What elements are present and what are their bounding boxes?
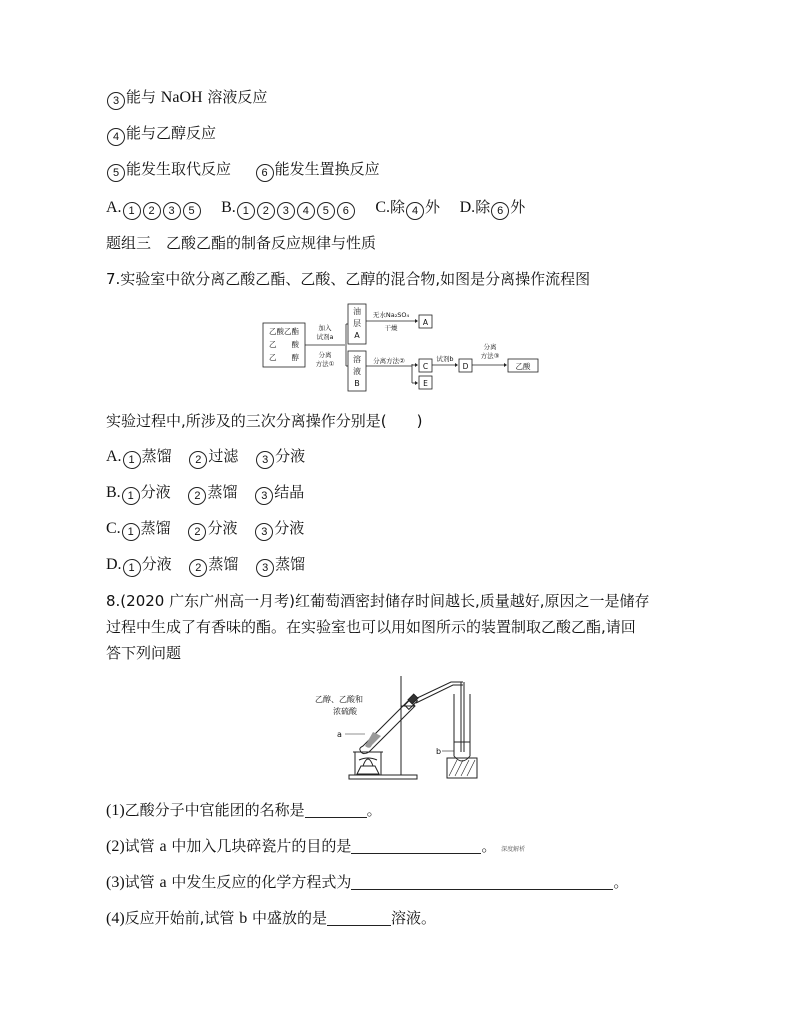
q7-question: 实验过程中,所涉及的三次分离操作分别是( ) xyxy=(106,412,423,430)
depth-analysis-note: 深度解析 xyxy=(501,846,526,853)
section-title: 题组三 乙酸乙酯的制备反应规律与性质 xyxy=(106,234,377,252)
flow-box-C: C xyxy=(422,362,429,371)
q6-item-4: 4 能与乙醇反应 xyxy=(106,122,216,146)
q7-flow-diagram xyxy=(262,302,542,394)
flow-oil-A: A xyxy=(354,331,360,340)
flow-sol-B: B xyxy=(354,379,360,388)
flow-method2: 分离方法② xyxy=(373,357,405,365)
apparatus-label-acid: 浓硫酸 xyxy=(333,707,357,716)
flow-oil-2: 层 xyxy=(353,319,361,328)
flow-sol-2: 液 xyxy=(353,367,361,376)
q6-item-5-6: 5 能发生取代反应 6 能发生置换反应 xyxy=(106,158,380,182)
q7-option-A: A. 1 蒸馏 2 过滤 3 分液 xyxy=(106,445,305,469)
flow-dry-agent: 无水Na₂SO₄ xyxy=(372,311,410,319)
answer-blank[interactable] xyxy=(351,875,613,890)
flow-box-A: A xyxy=(422,318,429,327)
flow-sol-1: 溶 xyxy=(353,355,361,364)
flow-box-E: E xyxy=(423,379,428,388)
q7-option-B: B. 1 分液 2 蒸馏 3 结晶 xyxy=(106,481,304,505)
q7-option-D: D. 1 分液 2 蒸馏 3 蒸馏 xyxy=(106,553,305,577)
q8-sub4: (4)反应开始前,试管 b 中盛放的是 溶液。 xyxy=(106,909,436,927)
q7-stem: 7.实验室中欲分离乙酸乙酯、乙酸、乙醇的混合物,如图是分离操作流程图 xyxy=(106,270,591,288)
q8-stem-line3: 答下列问题 xyxy=(106,644,182,662)
circled-num: 3 xyxy=(107,92,125,110)
flow-add-label: 加入 xyxy=(318,324,332,332)
q8-stem-line2: 过程中生成了有香味的酯。在实验室也可以用如图所示的装置制取乙酸乙酯,请回 xyxy=(106,618,636,636)
q8-apparatus-diagram xyxy=(315,672,505,784)
flow-method1-top: 分离 xyxy=(318,351,332,359)
q8-sub3: (3)试管 a 中发生反应的化学方程式为 。 xyxy=(106,873,629,891)
flow-method1: 方法① xyxy=(315,360,335,368)
apparatus-label-reagents: 乙醇、乙酸和 xyxy=(315,695,363,704)
q8-sub1: (1)乙酸分子中官能团的名称是 。 xyxy=(106,801,382,819)
flow-mix-acid: 乙 酸 xyxy=(269,340,299,349)
flow-box-D: D xyxy=(462,362,469,371)
circled-num: 4 xyxy=(107,128,125,146)
flow-dry: 干燥 xyxy=(384,324,398,332)
answer-blank[interactable] xyxy=(327,911,391,926)
flow-method3-top: 分离 xyxy=(483,343,497,351)
apparatus-label-a: a xyxy=(337,730,342,739)
circled-num: 5 xyxy=(107,164,125,182)
answer-blank[interactable] xyxy=(305,803,367,818)
q8-stem-line1: 8.(2020 广东广州高一月考)红葡萄酒密封储存时间越长,质量越好,原因之一是储存 xyxy=(106,592,650,610)
flow-mix-ethanol: 乙 醇 xyxy=(269,353,299,362)
flow-mix-ester: 乙酸乙酯 xyxy=(269,327,299,336)
flow-method3: 方法③ xyxy=(480,352,500,360)
answer-blank[interactable] xyxy=(351,839,481,854)
q7-option-C: C. 1 蒸馏 2 分液 3 分液 xyxy=(106,517,304,541)
apparatus-label-b: b xyxy=(436,747,442,756)
q6-options: A. 1 2 3 5 B. 1 2 3 4 5 6 C.除 4 外 D.除 6 外 xyxy=(106,196,525,220)
flow-reagent-a: 试剂a xyxy=(316,333,334,341)
q8-sub2: (2)试管 a 中加入几块碎瓷片的目的是 。 深度解析 xyxy=(106,837,526,855)
flow-reagent-b: 试剂b xyxy=(436,355,454,363)
circled-num: 6 xyxy=(256,164,274,182)
flow-oil-1: 油 xyxy=(353,307,361,316)
q6-item-3: 3 能与 NaOH 溶液反应 xyxy=(106,86,267,110)
flow-box-acid: 乙酸 xyxy=(515,362,531,371)
